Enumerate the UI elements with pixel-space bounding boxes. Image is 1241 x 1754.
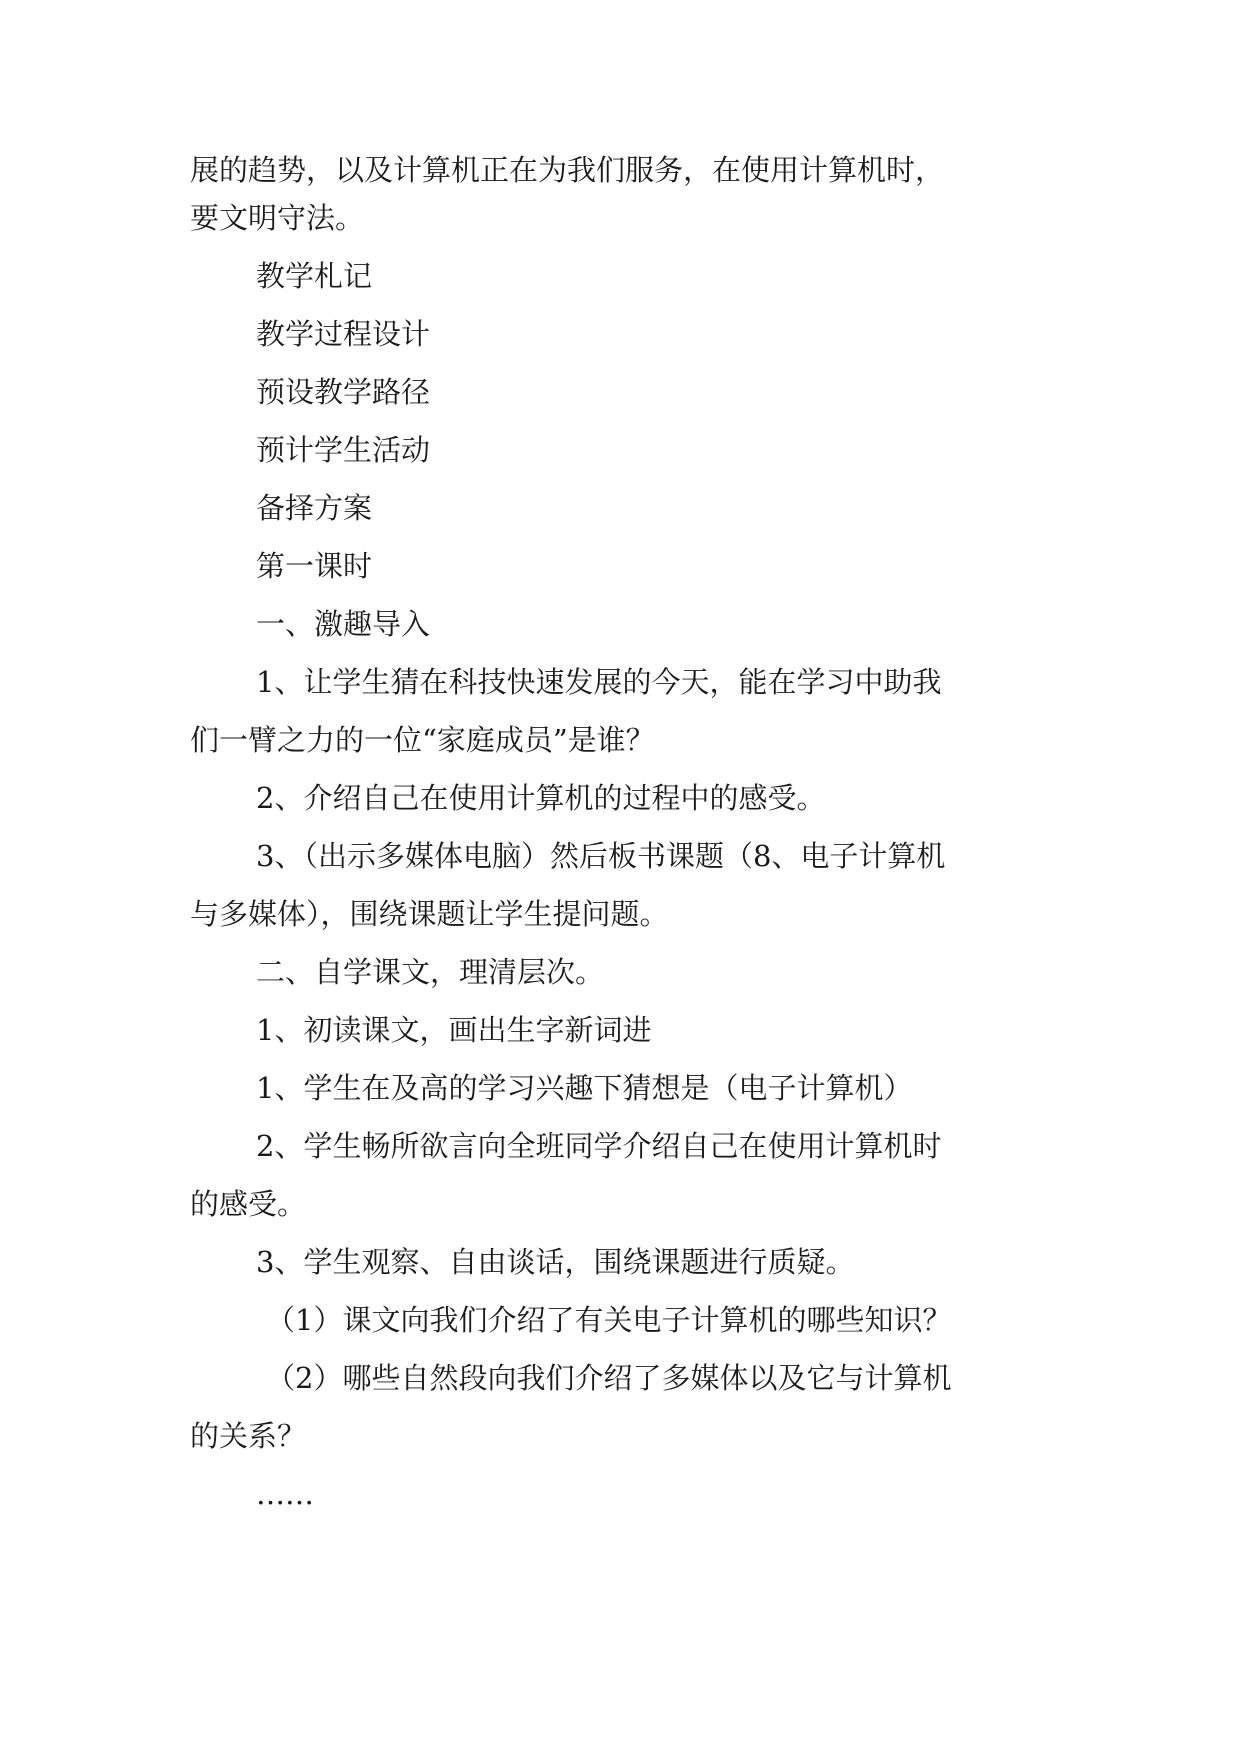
heading-line: 预设教学路径 (256, 375, 431, 409)
paragraph-line: 的感受。 (190, 1187, 307, 1221)
heading-line: 预计学生活动 (256, 433, 431, 467)
section-heading: 一、激趣导入 (256, 607, 431, 641)
paragraph-line: 们一臂之力的一位“家庭成员”是谁？ (190, 723, 655, 757)
heading-line: 第一课时 (256, 549, 373, 583)
paragraph-line: 要文明守法。 (190, 201, 365, 235)
paragraph-line: 1、初读课文，画出生字新词进 (256, 1013, 652, 1047)
heading-line: 备择方案 (256, 491, 373, 525)
paragraph-line: 3、（出示多媒体电脑）然后板书课题（8、电子计算机 (256, 839, 946, 873)
paragraph-line: 2、介绍自己在使用计算机的过程中的感受。 (256, 781, 826, 815)
paragraph-line: 与多媒体），围绕课题让学生提问题。 (190, 897, 669, 931)
paragraph-line: 2、学生畅所欲言向全班同学介绍自己在使用计算机时 (256, 1129, 942, 1163)
paragraph-line: 1、让学生猜在科技快速发展的今天，能在学习中助我 (256, 665, 942, 699)
paragraph-line: 展的趋势，以及计算机正在为我们服务，在使用计算机时， (190, 153, 945, 187)
paragraph-line: 1、学生在及高的学习兴趣下猜想是（电子计算机） (256, 1071, 913, 1105)
paragraph-line: 的关系？ (190, 1419, 307, 1453)
question-line: （1）课文向我们介绍了有关电子计算机的哪些知识？ (266, 1303, 952, 1337)
question-line: （2）哪些自然段向我们介绍了多媒体以及它与计算机 (266, 1361, 952, 1395)
ellipsis-line: …… (256, 1477, 314, 1511)
heading-line: 教学过程设计 (256, 317, 431, 351)
paragraph-line: 3、学生观察、自由谈话，围绕课题进行质疑。 (256, 1245, 855, 1279)
heading-line: 教学札记 (256, 259, 373, 293)
section-heading: 二、自学课文，理清层次。 (256, 955, 605, 989)
